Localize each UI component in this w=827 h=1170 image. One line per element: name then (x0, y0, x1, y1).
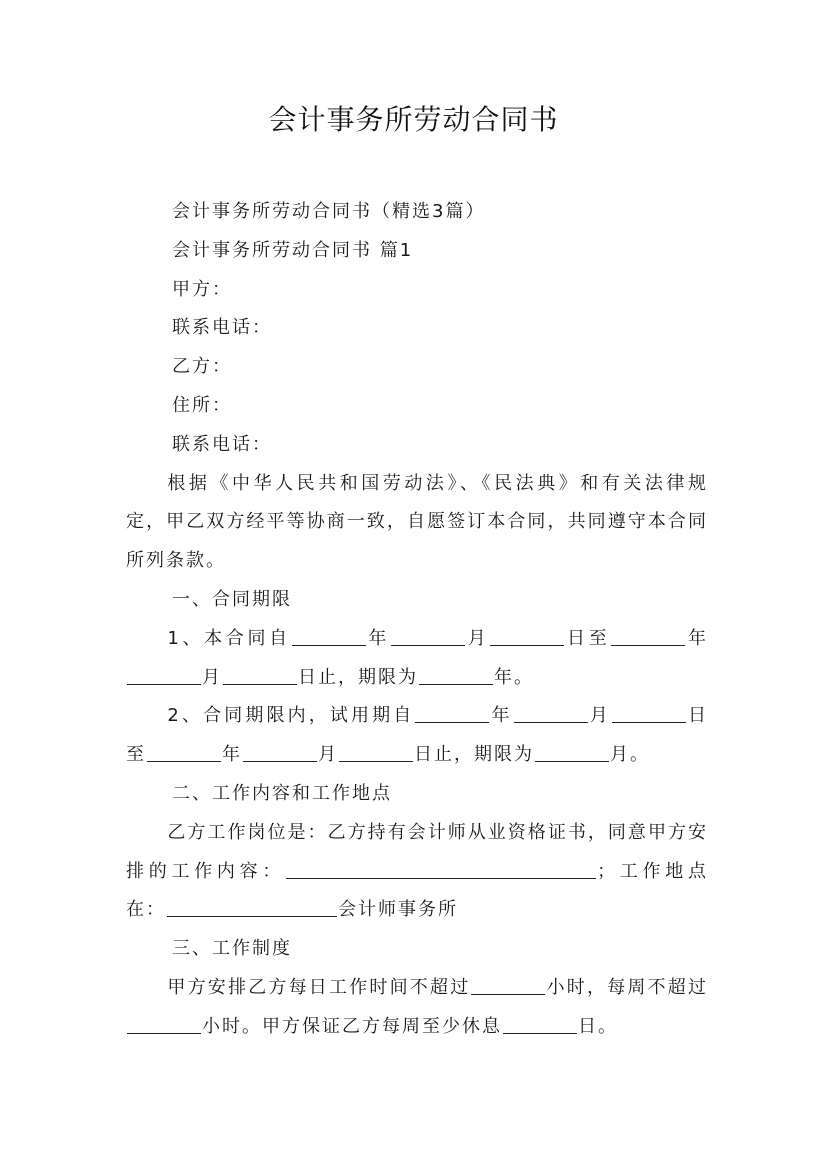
fill-blank (415, 702, 489, 723)
clause-text: 日止，期限为 (414, 744, 534, 766)
clause-text: 年 (686, 627, 709, 649)
fill-blank (503, 1013, 577, 1034)
fill-blank (535, 741, 609, 762)
fill-blank (419, 664, 493, 685)
clause-text: 2、合同期限内，试用期自 (167, 705, 415, 727)
fill-blank (391, 625, 465, 646)
fill-blank (490, 625, 564, 646)
clause-text: 日至 (126, 705, 709, 766)
contract-term-clause (126, 620, 708, 698)
clause-text: 月。 (610, 744, 650, 766)
fill-blank (514, 702, 588, 723)
fill-blank (167, 896, 337, 917)
fill-blank (127, 1013, 201, 1034)
fill-blank (612, 702, 686, 723)
party-b-phone-label: 联系电话： (172, 433, 272, 455)
clause-text: 月 (588, 705, 611, 727)
clause-text: 甲方安排乙方每日工作时间不超过 (167, 976, 471, 998)
clause-text: 年 (366, 627, 391, 649)
chapter-heading: 会计事务所劳动合同书 篇1 (172, 239, 414, 261)
fill-blank (243, 741, 317, 762)
fill-blank (471, 974, 545, 995)
party-b-label: 乙方： (172, 356, 232, 378)
clause-text: 月 (202, 666, 222, 688)
working-hours-clause (126, 969, 708, 1047)
party-b-address-label: 住所： (172, 394, 232, 416)
clause-text: 会计师事务所 (338, 899, 458, 921)
clause-text: 年。 (494, 666, 534, 688)
work-content-clause (126, 814, 708, 930)
fill-blank (611, 625, 685, 646)
fill-blank (286, 858, 596, 879)
clause-text: 月 (318, 744, 338, 766)
party-a-label: 甲方： (172, 278, 232, 300)
clause-text: 年 (490, 705, 513, 727)
clause-text: 1、本合同自 (167, 627, 291, 649)
clause-text: 小时。甲方保证乙方每周至少休息 (202, 1015, 502, 1037)
fill-blank (292, 625, 366, 646)
clause-text: 日止，期限为 (298, 666, 418, 688)
clause-text: 乙方工作岗位是：乙方持有会计师从业资格证书，同意甲方安排的工作内容： (126, 821, 708, 882)
clause-text: ；工作地点在： (126, 860, 709, 921)
clause-text: 小时，每周不超过 (546, 976, 709, 998)
fill-blank (339, 741, 413, 762)
clause-text: 年 (222, 744, 242, 766)
clause-text: 月 (466, 627, 490, 649)
section-heading-work: 二、工作内容和工作地点 (172, 782, 392, 804)
party-a-phone-label: 联系电话： (172, 317, 272, 339)
clause-text: 日至 (565, 627, 611, 649)
fill-blank (223, 664, 297, 685)
fill-blank (147, 741, 221, 762)
probation-clause (126, 697, 708, 775)
fill-blank (127, 664, 201, 685)
clause-text: 日。 (578, 1015, 618, 1037)
document-title: 会计事务所劳动合同书 (268, 103, 559, 136)
intro-paragraph: 根据《中华人民共和国劳动法》、《民法典》和有关法律规定，甲乙双方经平等协商一致，自愿签订本合同，共同遵守本合同所列条款。 (126, 472, 708, 572)
section-heading-term: 一、合同期限 (172, 588, 292, 610)
document-body (126, 193, 708, 1047)
subtitle-line: 会计事务所劳动合同书（精选3篇） (172, 201, 486, 222)
section-heading-hours: 三、工作制度 (172, 938, 292, 960)
